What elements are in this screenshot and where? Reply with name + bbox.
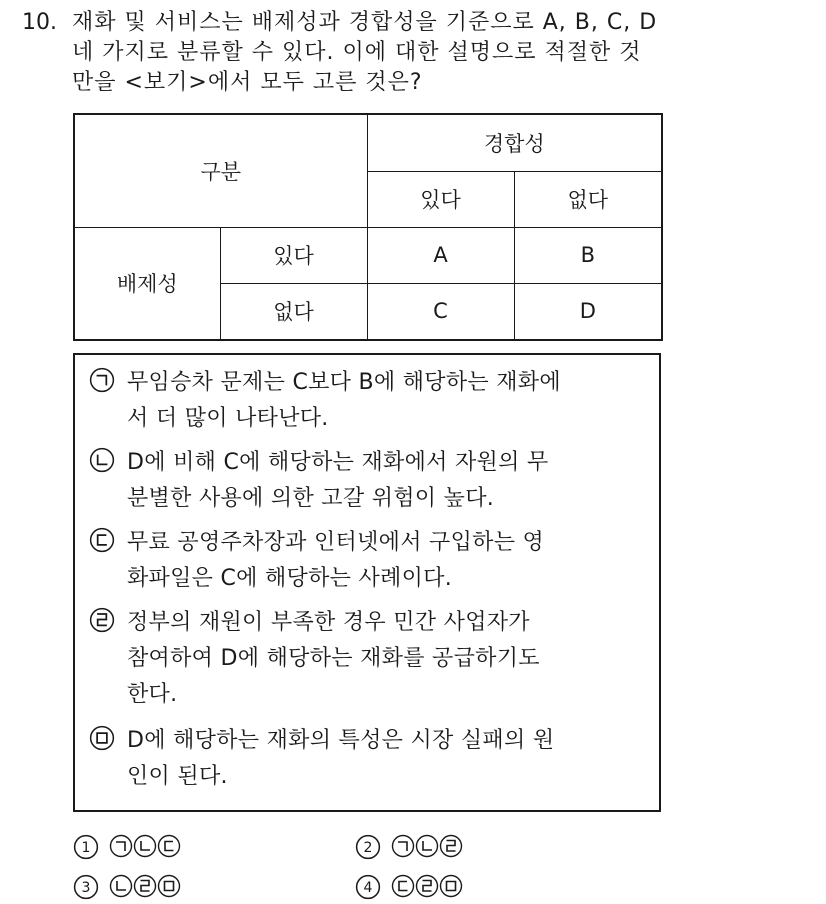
circled-jamo-icon — [89, 527, 115, 553]
choice-mark-icon — [439, 874, 461, 900]
rivalry-no: 없다 — [514, 171, 662, 227]
circled-jamo-icon — [89, 725, 115, 751]
choice-mark-icon — [391, 874, 413, 900]
circled-number-icon — [73, 874, 99, 900]
circled-jamo-icon — [133, 874, 157, 898]
box-item-line: D에 비해 C에 해당하는 재화에서 자원의 무 — [127, 450, 549, 475]
circled-jamo-icon — [109, 834, 133, 858]
circled-jamo-icon — [391, 874, 415, 898]
classification-table — [73, 113, 663, 341]
choice-mark-icon — [391, 834, 413, 860]
bogi-box — [73, 353, 661, 812]
choice-marks — [391, 834, 461, 860]
circled-jamo-icon — [89, 447, 115, 473]
choice-mark-icon — [415, 834, 437, 860]
question-line-3: 만을 <보기>에서 모두 고른 것은? — [72, 70, 423, 95]
box-item-line: 한다. — [127, 682, 178, 707]
circled-mark-icon — [89, 447, 115, 473]
box-item-line: 화파일은 C에 해당하는 사례이다. — [127, 566, 453, 591]
box-item-line: 서 더 많이 나타난다. — [127, 406, 329, 431]
header-label: 구분 — [74, 114, 367, 227]
box-item-line: 인이 된다. — [127, 764, 228, 789]
exclusion-no: 없다 — [220, 283, 367, 340]
circled-jamo-icon — [89, 607, 115, 633]
circled-jamo-icon — [391, 834, 415, 858]
box-item-line: 정부의 재원이 부족한 경우 민간 사업자가 — [127, 610, 530, 635]
choice-mark-icon — [133, 874, 155, 900]
circled-jamo-icon — [439, 874, 463, 898]
circled-number-text: 2 — [363, 839, 373, 856]
question-line-2: 네 가지로 분류할 수 있다. 이에 대한 설명으로 적절한 것 — [72, 40, 642, 65]
circled-number-text: 4 — [363, 879, 373, 896]
circled-jamo-icon — [439, 834, 463, 858]
choice-mark-icon — [133, 834, 155, 860]
circled-number-icon — [355, 834, 381, 860]
choice-mark-icon — [439, 834, 461, 860]
circled-number-icon — [355, 874, 381, 900]
circled-jamo-icon — [415, 834, 439, 858]
choice-mark-icon — [157, 834, 179, 860]
circled-mark-icon — [89, 367, 115, 393]
box-item-line: 무임승차 문제는 C보다 B에 해당하는 재화에 — [127, 370, 561, 395]
circled-jamo-icon — [133, 834, 157, 858]
circled-jamo-icon — [415, 874, 439, 898]
circled-jamo-icon — [157, 834, 181, 858]
box-item-line: 참여하여 D에 해당하는 재화를 공급하기도 — [127, 646, 540, 671]
box-item-line: 무료 공영주차장과 인터넷에서 구입하는 영 — [127, 530, 545, 555]
box-item-line: 분별한 사용에 의한 고갈 위험이 높다. — [127, 486, 495, 511]
cell-c: C — [367, 283, 514, 340]
choice-marks — [391, 874, 461, 900]
circled-jamo-icon — [109, 874, 133, 898]
exclusion-yes: 있다 — [220, 227, 367, 283]
exclusion-label: 배제성 — [74, 227, 220, 340]
cell-b: B — [514, 227, 662, 283]
choice-mark-icon — [109, 834, 131, 860]
circled-jamo-icon — [157, 874, 181, 898]
cell-a: A — [367, 227, 514, 283]
choice-marks — [109, 874, 179, 900]
circled-number-text: 3 — [81, 879, 91, 896]
choice-mark-icon — [157, 874, 179, 900]
choice-marks — [109, 834, 179, 860]
question-number: 10. — [22, 10, 57, 35]
circled-mark-icon — [89, 607, 115, 633]
circled-jamo-icon — [89, 367, 115, 393]
box-item-line: D에 해당하는 재화의 특성은 시장 실패의 원 — [127, 728, 555, 753]
question-line-1: 재화 및 서비스는 배제성과 경합성을 기준으로 A, B, C, D — [72, 10, 658, 35]
rivalry-label: 경합성 — [367, 114, 662, 171]
rivalry-yes: 있다 — [367, 171, 514, 227]
circled-number-text: 1 — [81, 839, 91, 856]
circled-number-icon — [73, 834, 99, 860]
choice-mark-icon — [109, 874, 131, 900]
choice-mark-icon — [415, 874, 437, 900]
circled-mark-icon — [89, 527, 115, 553]
cell-d: D — [514, 283, 662, 340]
circled-mark-icon — [89, 725, 115, 751]
